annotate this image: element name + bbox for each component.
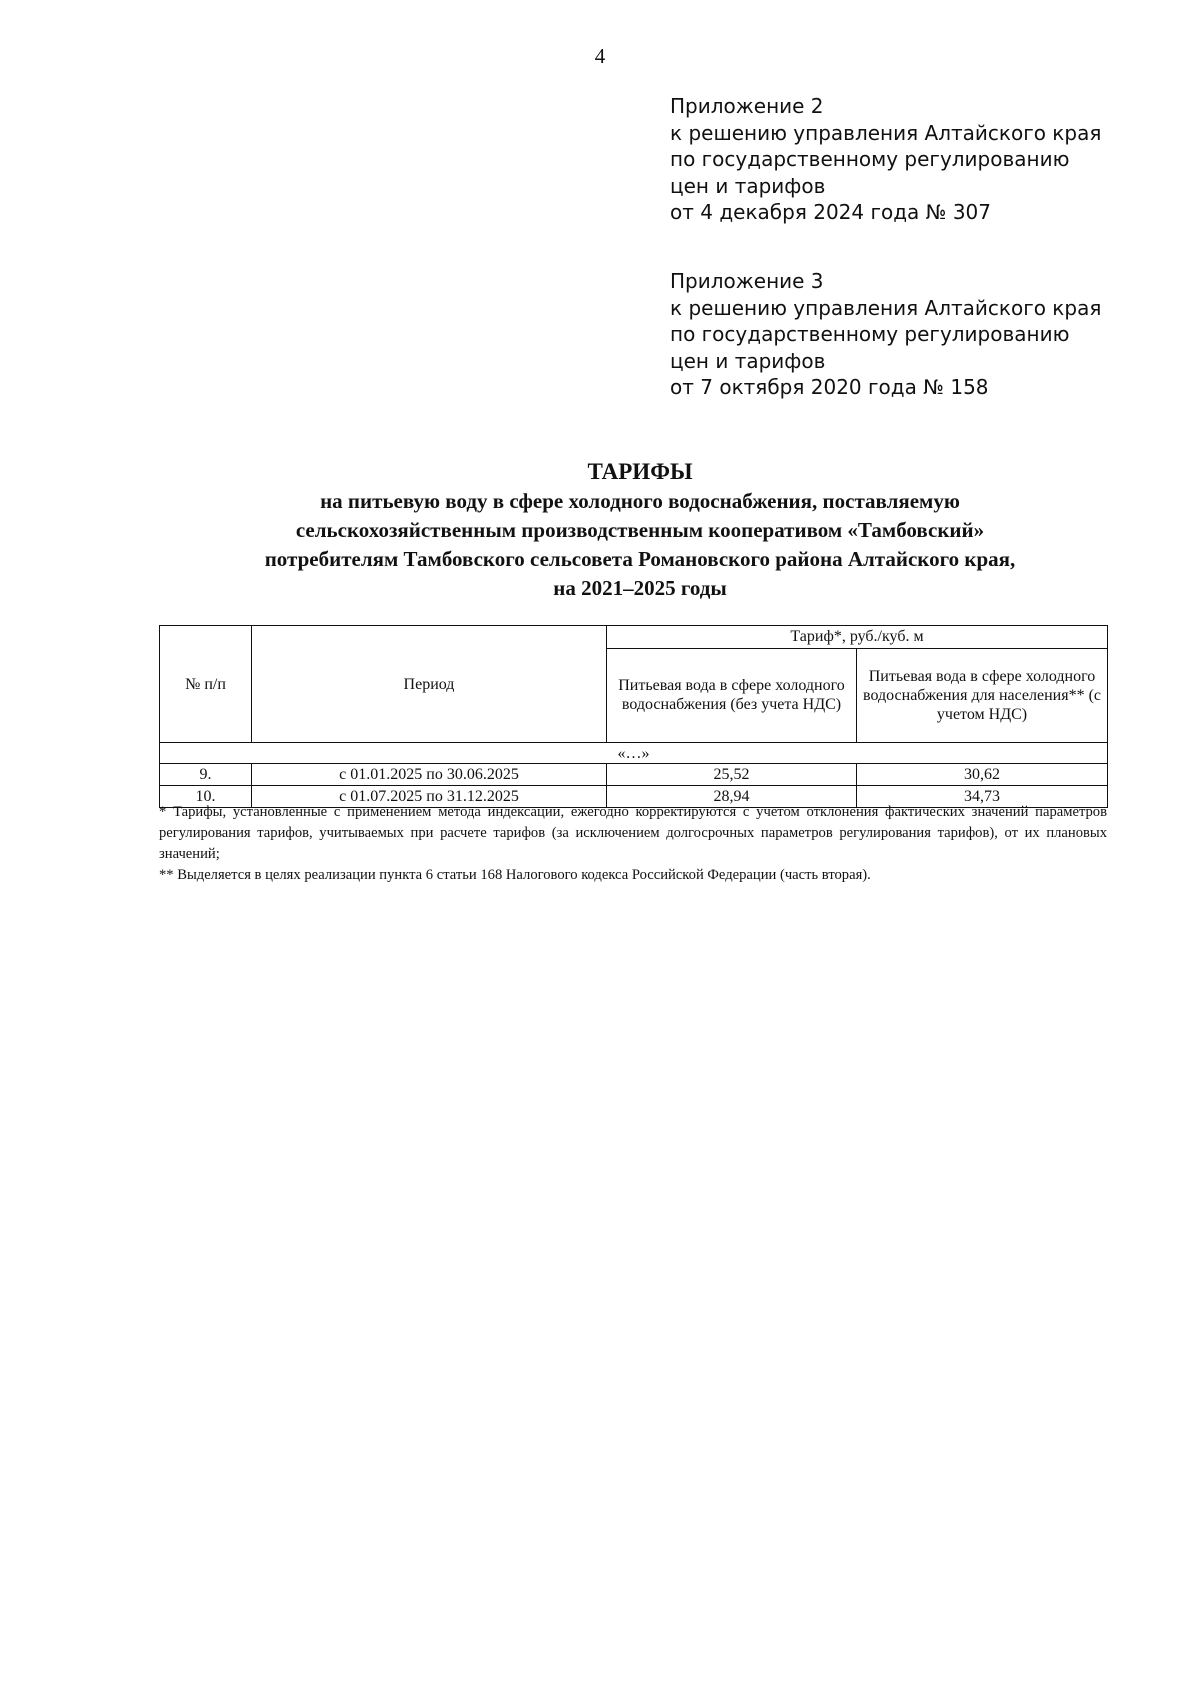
- title-line: на 2021–2025 годы: [553, 576, 727, 600]
- title-heading: ТАРИФЫ: [587, 459, 693, 484]
- header-tariff-group: Тариф*, руб./куб. м: [607, 626, 1108, 649]
- header-period: Период: [252, 626, 607, 743]
- annex-3-line: от 7 октября 2020 года № 158: [670, 375, 989, 399]
- annex-3-line: по государственному регулированию: [670, 322, 1070, 346]
- row-period: с 01.01.2025 по 30.06.2025: [252, 764, 607, 786]
- annex-3-line: цен и тарифов: [670, 348, 826, 373]
- annex-2-line: к решению управления Алтайского края: [670, 120, 1102, 145]
- footnote-2: ** Выделяется в целях реализации пункта 6 статьи 168 Налогового кодекса Российской Федерации (часть вторая).: [159, 867, 871, 883]
- row-number: 10.: [160, 786, 252, 808]
- omission-row: «…»: [160, 743, 1108, 764]
- row-without-vat: 25,52: [607, 764, 857, 786]
- annex-2-line: от 4 декабря 2024 года № 307: [670, 200, 991, 224]
- row-with-vat: 30,62: [857, 764, 1108, 786]
- row-with-vat: 34,73: [857, 786, 1108, 808]
- tariff-table: [159, 625, 1108, 808]
- annex-3-header: [670, 268, 1120, 401]
- title-line: на питьевую воду в сфере холодного водоснабжения, поставляемую: [320, 489, 960, 513]
- title-line: потребителям Тамбовского сельсовета Романовского района Алтайского края,: [264, 547, 1016, 571]
- header-with-vat: Питьевая вода в сфере холодного водоснабжения для населения** (с учетом НДС): [857, 648, 1108, 742]
- row-without-vat: 28,94: [607, 786, 857, 808]
- row-number: 9.: [160, 764, 252, 786]
- header-without-vat: Питьевая вода в сфере холодного водоснабжения (без учета НДС): [607, 648, 857, 742]
- annex-2-header: [670, 93, 1120, 226]
- table-row: [160, 764, 1108, 786]
- footnotes: [159, 802, 1107, 886]
- annex-3-line: к решению управления Алтайского края: [670, 295, 1102, 320]
- annex-2-line: Приложение 2: [670, 94, 824, 118]
- title-line: сельскохозяйственным производственным кооперативом «Тамбовский»: [295, 518, 985, 542]
- annex-2-line: цен и тарифов: [670, 173, 826, 198]
- footnote-1: * Тарифы, установленные с применением метода индексации, ежегодно корректируются с учетом отклонения фактических значений параметров регулирования тарифов, учитываемых при расчете тарифов (за исключением долгосрочных параметров регулирования тарифов), от их плановых значений;: [159, 804, 1107, 862]
- document-title: [150, 457, 1130, 603]
- row-period: с 01.07.2025 по 31.12.2025: [252, 786, 607, 808]
- header-number: № п/п: [160, 626, 252, 743]
- page-number: 4: [594, 44, 606, 68]
- annex-3-line: Приложение 3: [670, 269, 824, 293]
- annex-2-line: по государственному регулированию: [670, 147, 1070, 171]
